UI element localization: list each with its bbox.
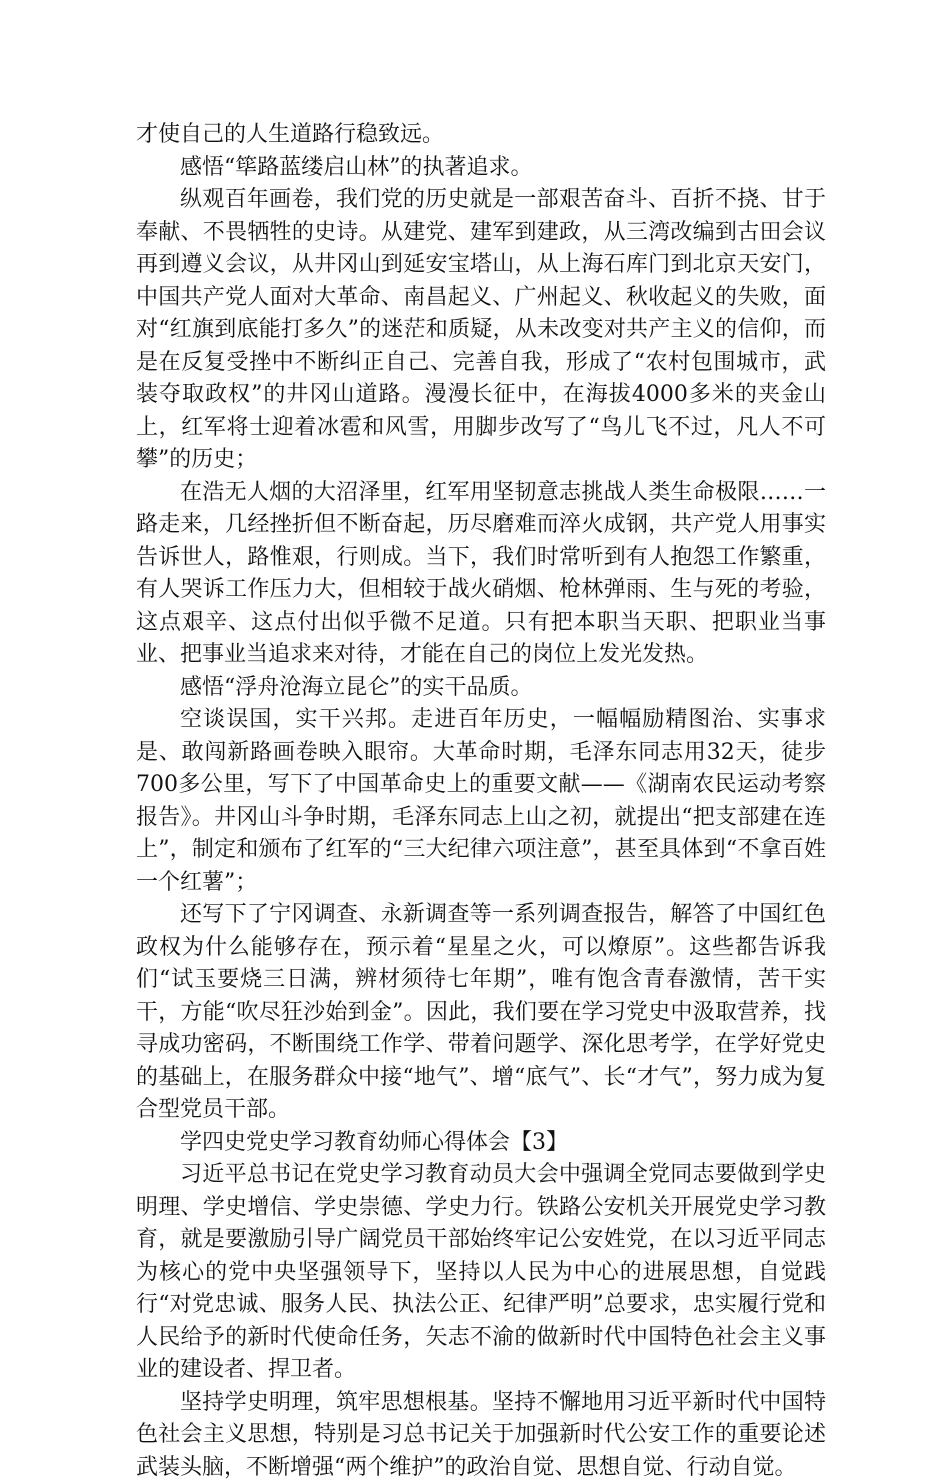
section-heading-practical: 感悟“浮舟沧海立昆仑”的实干品质。 xyxy=(136,672,826,705)
section-heading-pursuit: 感悟“筚路蓝缕启山林”的执著追求。 xyxy=(136,152,826,185)
paragraph-long-march: 在浩无人烟的大沼泽里，红军用坚韧意志挑战人类生命极限……一路走来，几经挫折但不断奋起，历尽磨难而淬火成钢，共产党人用事实告诉世人，路惟艰，行则成。当下，我们时常听到有人抱怨工作繁重，有人哭诉工作压力大，但相较于战火硝烟、枪林弹雨、生与死的考验，这点艰辛、这点付出似乎微不足道。只有把本职当天职、把职业当事业、把事业当追求来对待，才能在自己的岗位上发光发热。 xyxy=(136,477,826,672)
paragraph-hard-work: 空谈误国，实干兴邦。走进百年历史，一幅幅励精图治、实事求是、敢闯新路画卷映入眼帘。大革命时期，毛泽东同志用32天，徒步700多公里，写下了中国革命史上的重要文献——《湖南农民运动考察报告》。井冈山斗争时期，毛泽东同志上山之初，就提出“把支部建在连上”，制定和颁布了红军的“三大纪律六项注意”，甚至具体到“不拿百姓一个红薯”； xyxy=(136,704,826,899)
paragraph-ideology: 坚持学史明理，筑牢思想根基。坚持不懈地用习近平新时代中国特色社会主义思想，特别是习总书记关于加强新时代公安工作的重要论述武装头脑，不断增强“两个维护”的政治自觉、思想自觉、行动自觉。 xyxy=(136,1387,826,1484)
paragraph-study-mobilization: 习近平总书记在党史学习教育动员大会中强调全党同志要做到学史明理、学史增信、学史崇德、学史力行。铁路公安机关开展党史学习教育，就是要激励引导广阔党员干部始终牢记公安姓党，在以习近平同志为核心的党中央坚强领导下，坚持以人民为中心的进展思想，自觉践行“对党忠诚、服务人民、执法公正、纪律严明”总要求，忠实履行党和人民给予的新时代使命任务，矢志不渝的做新时代中国特色社会主义事业的建设者、捍卫者。 xyxy=(136,1159,826,1387)
paragraph-continuation: 才使自己的人生道路行稳致远。 xyxy=(136,119,826,152)
paragraph-investigation: 还写下了宁冈调查、永新调查等一系列调查报告，解答了中国红色政权为什么能够存在，预示着“星星之火，可以燎原”。这些都告诉我们“试玉要烧三日满，辨材须待七年期”，唯有饱含青春激情，苦干实干，方能“吹尽狂沙始到金”。因此，我们要在学习党史中汲取营养，找寻成功密码，不断围绕工作学、带着问题学、深化思考学，在学好党史的基础上，在服务群众中接“地气”、增“底气”、长“才气”，努力成为复合型党员干部。 xyxy=(136,899,826,1127)
paragraph-history-overview: 纵观百年画卷，我们党的历史就是一部艰苦奋斗、百折不挠、甘于奉献、不畏牺牲的史诗。从建党、建军到建政，从三湾改编到古田会议再到遵义会议，从井冈山到延安宝塔山，从上海石库门到北京天安门，中国共产党人面对大革命、南昌起义、广州起义、秋收起义的失败，面对“红旗到底能打多久”的迷茫和质疑，从未改变对共产主义的信仰，而是在反复受挫中不断纠正自己、完善自我，形成了“农村包围城市，武装夺取政权”的井冈山道路。漫漫长征中，在海拔4000多米的夹金山上，红军将士迎着冰雹和风雪，用脚步改写了“鸟儿飞不过，凡人不可攀”的历史； xyxy=(136,184,826,477)
document-body xyxy=(136,119,826,1484)
section-heading-essay-3: 学四史党史学习教育幼师心得体会【3】 xyxy=(136,1127,826,1160)
